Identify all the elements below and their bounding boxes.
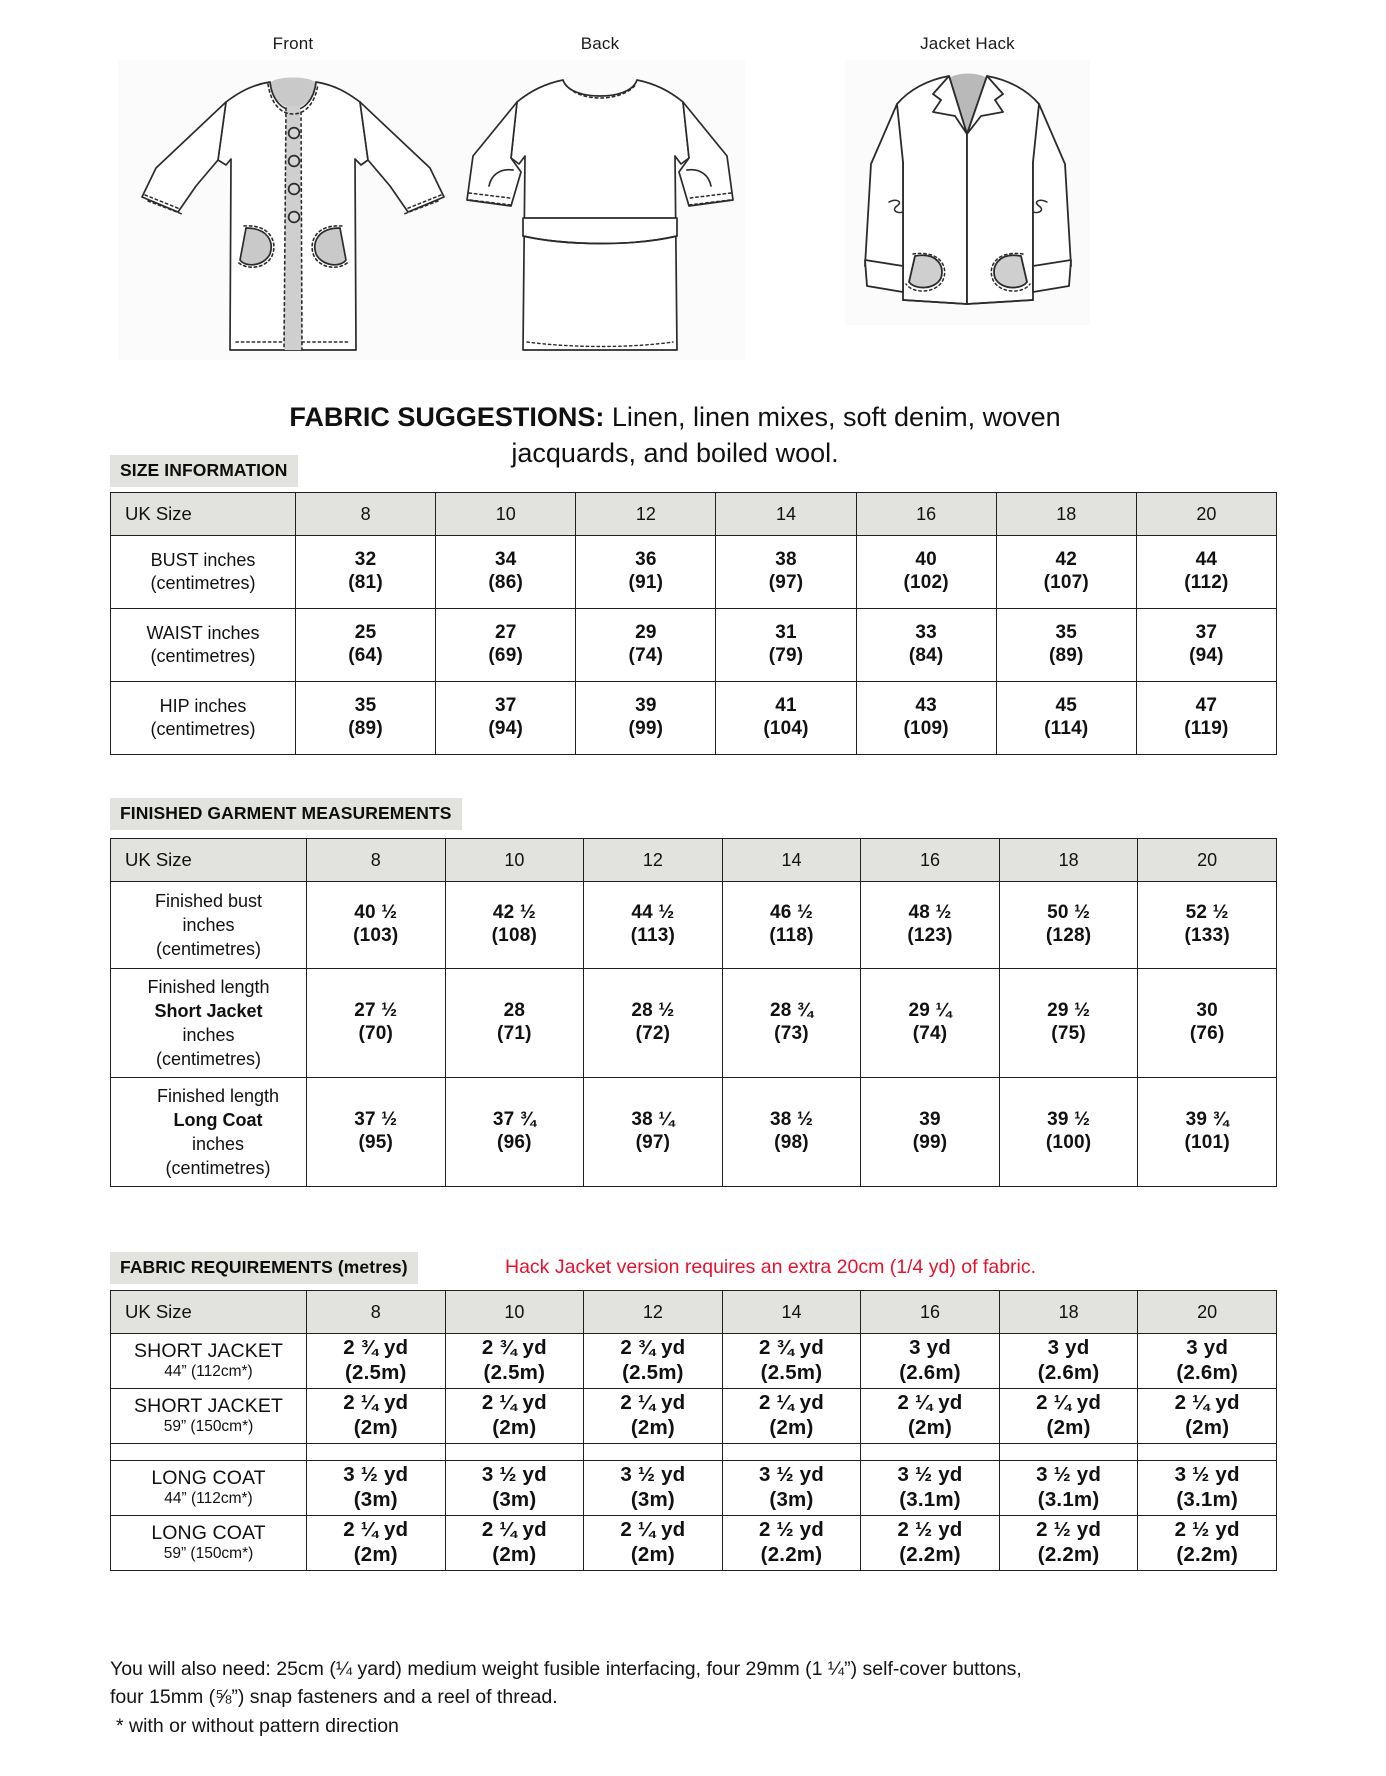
- hack-jacket-note: Hack Jacket version requires an extra 20cm (1/4 yd) of fabric.: [505, 1256, 1037, 1278]
- cell-finished-bust-20: 52 ½ (133): [1138, 882, 1277, 969]
- section-heading-finished-garment-measurements: FINISHED GARMENT MEASUREMENTS: [110, 798, 462, 830]
- spacer-cell: [584, 1444, 723, 1461]
- column-header-size: 10: [445, 1291, 584, 1334]
- row-label-line4: (centimetres): [155, 1049, 262, 1070]
- spacer-cell: [861, 1444, 1000, 1461]
- fabric-suggestions: [280, 400, 1070, 471]
- column-header-size: 8: [296, 493, 436, 536]
- column-header-size: 10: [436, 493, 576, 536]
- row-label-finished-bust: [111, 882, 307, 969]
- column-header-uk-size: UK Size: [111, 839, 307, 882]
- row-label-line1: Finished length: [156, 1085, 280, 1106]
- cell-finished-bust-10: 42 ½ (108): [445, 882, 584, 969]
- cell-long-coat-59-8: 2 ¼ yd (2m): [307, 1516, 446, 1571]
- table-row: [111, 1389, 1277, 1444]
- cell-long-coat-59-10: 2 ¼ yd (2m): [445, 1516, 584, 1571]
- column-header-size: 16: [856, 493, 996, 536]
- footer-line-2: four 15mm (⅝”) snap fasteners and a reel of thread.: [110, 1686, 558, 1709]
- column-header-size: 12: [584, 839, 723, 882]
- row-label-short-jacket-59: [111, 1389, 307, 1444]
- footer-line-1: You will also need: 25cm (¼ yard) medium weight fusible interfacing, four 29mm (1 ¼”) self-cover buttons,: [110, 1658, 1022, 1680]
- column-header-size: 12: [576, 493, 716, 536]
- column-header-size: 16: [861, 839, 1000, 882]
- cell-long-coat-44-8: 3 ½ yd (3m): [307, 1461, 446, 1516]
- table-header-row: [111, 839, 1277, 882]
- cell-long-coat-44-14: 3 ½ yd (3m): [722, 1461, 861, 1516]
- row-label-line1: HIP inches: [159, 695, 247, 716]
- footer-line-3: * with or without pattern direction: [116, 1714, 399, 1737]
- row-label-line1: BUST inches: [150, 549, 256, 570]
- spacer-cell: [111, 1444, 307, 1461]
- cell-long-coat-length-10: 37 ¾ (96): [445, 1078, 584, 1187]
- size-information-table: [110, 492, 1277, 755]
- cell-long-coat-44-10: 3 ½ yd (3m): [445, 1461, 584, 1516]
- row-label-variant: Long Coat: [173, 1109, 263, 1130]
- row-label-line2: (centimetres): [150, 573, 256, 593]
- cell-bust-18: 42 (107): [996, 536, 1136, 609]
- illustration-row: [0, 34, 1386, 384]
- cell-waist-8: 25 (64): [296, 609, 436, 682]
- back-garment-drawing: [455, 60, 745, 360]
- cell-short-jacket-length-16: 29 ¼ (74): [861, 969, 1000, 1078]
- cell-long-coat-44-18: 3 ½ yd (3.1m): [999, 1461, 1138, 1516]
- spacer-cell: [445, 1444, 584, 1461]
- row-label-garment: SHORT JACKET: [134, 1395, 283, 1418]
- fabric-suggestions-text: Linen, linen mixes, soft denim, woven jacquards, and boiled wool.: [511, 402, 1061, 468]
- row-label-waist: [111, 609, 296, 682]
- cell-bust-14: 38 (97): [716, 536, 856, 609]
- column-header-size: 14: [722, 839, 861, 882]
- cell-waist-20: 37 (94): [1136, 609, 1276, 682]
- column-header-size: 18: [996, 493, 1136, 536]
- row-label-line1: WAIST inches: [146, 622, 260, 643]
- row-label-line2: (centimetres): [150, 719, 256, 739]
- row-label-fabric-width: 44” (112cm*): [164, 1363, 253, 1381]
- cell-short-jacket-59-12: 2 ¼ yd (2m): [584, 1389, 723, 1444]
- cell-short-jacket-length-12: 28 ½ (72): [584, 969, 723, 1078]
- cell-hip-12: 39 (99): [576, 682, 716, 755]
- column-header-size: 18: [999, 1291, 1138, 1334]
- cell-bust-8: 32 (81): [296, 536, 436, 609]
- cell-short-jacket-59-8: 2 ¼ yd (2m): [307, 1389, 446, 1444]
- cell-long-coat-44-12: 3 ½ yd (3m): [584, 1461, 723, 1516]
- cell-long-coat-59-20: 2 ½ yd (2.2m): [1138, 1516, 1277, 1571]
- column-header-size: 20: [1138, 839, 1277, 882]
- cell-waist-12: 29 (74): [576, 609, 716, 682]
- cell-short-jacket-44-14: 2 ¾ yd (2.5m): [722, 1334, 861, 1389]
- spacer-cell: [1138, 1444, 1277, 1461]
- cell-short-jacket-44-12: 2 ¾ yd (2.5m): [584, 1334, 723, 1389]
- cell-hip-10: 37 (94): [436, 682, 576, 755]
- cell-long-coat-59-14: 2 ½ yd (2.2m): [722, 1516, 861, 1571]
- table-header-row: [111, 1291, 1277, 1334]
- fabric-suggestions-label: FABRIC SUGGESTIONS:: [289, 402, 605, 432]
- column-header-size: 8: [307, 839, 446, 882]
- cell-short-jacket-length-18: 29 ½ (75): [999, 969, 1138, 1078]
- cell-short-jacket-44-10: 2 ¾ yd (2.5m): [445, 1334, 584, 1389]
- cell-long-coat-59-12: 2 ¼ yd (2m): [584, 1516, 723, 1571]
- cell-long-coat-59-16: 2 ½ yd (2.2m): [861, 1516, 1000, 1571]
- cell-waist-14: 31 (79): [716, 609, 856, 682]
- row-label-short-jacket-44: [111, 1334, 307, 1389]
- row-label-line3: inches: [182, 1025, 235, 1045]
- notions-footer: [110, 1655, 1290, 1740]
- cell-short-jacket-length-14: 28 ¾ (73): [722, 969, 861, 1078]
- row-label-fabric-width: 59” (150cm*): [163, 1545, 254, 1563]
- cell-long-coat-length-16: 39 (99): [861, 1078, 1000, 1187]
- cell-bust-16: 40 (102): [856, 536, 996, 609]
- jacket-hack-drawing: [845, 60, 1090, 325]
- cell-long-coat-44-20: 3 ½ yd (3.1m): [1138, 1461, 1277, 1516]
- row-label-long-coat-59: [111, 1516, 307, 1571]
- column-header-uk-size: UK Size: [111, 493, 296, 536]
- cell-long-coat-length-18: 39 ½ (100): [999, 1078, 1138, 1187]
- row-label-garment: LONG COAT: [151, 1467, 266, 1490]
- cell-finished-bust-14: 46 ½ (118): [722, 882, 861, 969]
- cell-finished-bust-18: 50 ½ (128): [999, 882, 1138, 969]
- table-row: [111, 1334, 1277, 1389]
- cell-short-jacket-59-18: 2 ¼ yd (2m): [999, 1389, 1138, 1444]
- row-label-line4: (centimetres): [165, 1158, 271, 1179]
- cell-short-jacket-length-8: 27 ½ (70): [307, 969, 446, 1078]
- cell-short-jacket-44-16: 3 yd (2.6m): [861, 1334, 1000, 1389]
- row-label-line4: (centimetres): [155, 939, 262, 960]
- spacer-cell: [722, 1444, 861, 1461]
- row-label-hip: [111, 682, 296, 755]
- table-row: [111, 969, 1277, 1078]
- cell-waist-16: 33 (84): [856, 609, 996, 682]
- cell-long-coat-59-18: 2 ½ yd (2.2m): [999, 1516, 1138, 1571]
- row-label-bust: [111, 536, 296, 609]
- section-heading-fabric-requirements: FABRIC REQUIREMENTS (metres): [110, 1252, 418, 1284]
- table-row: [111, 1461, 1277, 1516]
- cell-finished-bust-12: 44 ½ (113): [584, 882, 723, 969]
- row-label-line1: Finished length: [147, 976, 270, 997]
- cell-hip-20: 47 (119): [1136, 682, 1276, 755]
- spacer-cell: [999, 1444, 1138, 1461]
- spacer-cell: [307, 1444, 446, 1461]
- finished-garment-measurements-table: [110, 838, 1277, 1187]
- table-spacer-row: [111, 1444, 1277, 1461]
- cell-hip-18: 45 (114): [996, 682, 1136, 755]
- row-label-line3: inches: [182, 914, 235, 935]
- row-label-finished-length-short-jacket: [111, 969, 307, 1078]
- cell-waist-18: 35 (89): [996, 609, 1136, 682]
- cell-long-coat-44-16: 3 ½ yd (3.1m): [861, 1461, 1000, 1516]
- table-row: [111, 1078, 1277, 1187]
- cell-long-coat-length-8: 37 ½ (95): [307, 1078, 446, 1187]
- column-header-size: 12: [584, 1291, 723, 1334]
- row-label-line3: inches: [191, 1134, 245, 1154]
- column-header-size: 20: [1138, 1291, 1277, 1334]
- cell-short-jacket-59-10: 2 ¼ yd (2m): [445, 1389, 584, 1444]
- table-row: [111, 882, 1277, 969]
- column-header-size: 18: [999, 839, 1138, 882]
- row-label-garment: LONG COAT: [151, 1522, 266, 1545]
- column-header-uk-size: UK Size: [111, 1291, 307, 1334]
- illustration-front: [118, 34, 468, 365]
- cell-short-jacket-44-18: 3 yd (2.6m): [999, 1334, 1138, 1389]
- table-header-row: [111, 493, 1277, 536]
- cell-short-jacket-59-16: 2 ¼ yd (2m): [861, 1389, 1000, 1444]
- cell-waist-10: 27 (69): [436, 609, 576, 682]
- cell-long-coat-length-12: 38 ¼ (97): [584, 1078, 723, 1187]
- section-heading-size-information: SIZE INFORMATION: [110, 455, 298, 487]
- column-header-size: 8: [307, 1291, 446, 1334]
- column-header-size: 14: [716, 493, 856, 536]
- row-label-fabric-width: 44” (112cm*): [164, 1490, 253, 1508]
- cell-short-jacket-44-20: 3 yd (2.6m): [1138, 1334, 1277, 1389]
- table-row: [111, 609, 1277, 682]
- row-label-line2: (centimetres): [150, 646, 256, 666]
- row-label-long-coat-44: [111, 1461, 307, 1516]
- table-row: [111, 682, 1277, 755]
- row-label-line1: Finished bust: [154, 890, 263, 911]
- cell-bust-10: 34 (86): [436, 536, 576, 609]
- illustration-caption-jacket-hack: Jacket Hack: [920, 34, 1015, 53]
- column-header-size: 10: [445, 839, 584, 882]
- row-label-garment: SHORT JACKET: [134, 1340, 283, 1363]
- cell-short-jacket-length-10: 28 (71): [445, 969, 584, 1078]
- illustration-back: [455, 34, 745, 365]
- cell-short-jacket-length-20: 30 (76): [1138, 969, 1277, 1078]
- row-label-fabric-width: 59” (150cm*): [163, 1418, 254, 1436]
- row-label-variant: Short Jacket: [154, 1000, 263, 1021]
- cell-long-coat-length-14: 38 ½ (98): [722, 1078, 861, 1187]
- fabric-requirements-table: [110, 1290, 1277, 1571]
- cell-bust-20: 44 (112): [1136, 536, 1276, 609]
- cell-short-jacket-59-20: 2 ¼ yd (2m): [1138, 1389, 1277, 1444]
- column-header-size: 20: [1136, 493, 1276, 536]
- table-row: [111, 1516, 1277, 1571]
- cell-finished-bust-16: 48 ½ (123): [861, 882, 1000, 969]
- cell-hip-14: 41 (104): [716, 682, 856, 755]
- cell-long-coat-length-20: 39 ¾ (101): [1138, 1078, 1277, 1187]
- column-header-size: 14: [722, 1291, 861, 1334]
- illustration-caption-back: Back: [580, 34, 620, 53]
- table-row: [111, 536, 1277, 609]
- row-label-finished-length-long-coat: [111, 1078, 307, 1187]
- cell-hip-16: 43 (109): [856, 682, 996, 755]
- cell-finished-bust-8: 40 ½ (103): [307, 882, 446, 969]
- illustration-jacket-hack: [845, 34, 1090, 330]
- column-header-size: 16: [861, 1291, 1000, 1334]
- cell-short-jacket-44-8: 2 ¾ yd (2.5m): [307, 1334, 446, 1389]
- illustration-caption-front: Front: [272, 34, 314, 53]
- cell-bust-12: 36 (91): [576, 536, 716, 609]
- front-garment-drawing: [118, 60, 468, 360]
- cell-short-jacket-59-14: 2 ¼ yd (2m): [722, 1389, 861, 1444]
- cell-hip-8: 35 (89): [296, 682, 436, 755]
